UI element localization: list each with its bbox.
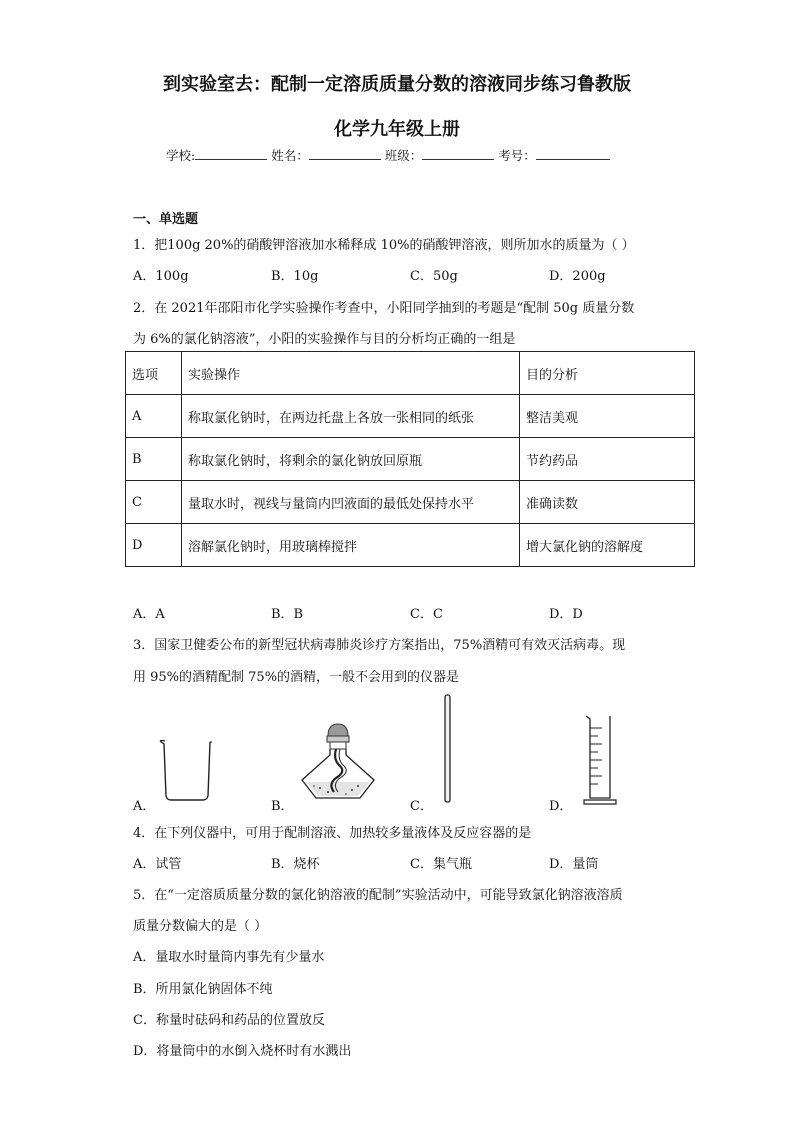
section-heading: 一、单选题 <box>133 212 199 227</box>
q2-option-a[interactable]: A．A <box>133 607 165 622</box>
q5-stem-line1: 5．在“一定溶质质量分数的氯化钠溶液的配制”实验活动中，可能导致氯化钠溶液溶质 <box>133 888 623 903</box>
q2-option-c[interactable]: C．C <box>410 607 443 622</box>
q3-option-a[interactable]: A． <box>133 799 156 814</box>
q1-option-a[interactable]: A．100g <box>133 269 189 284</box>
q3-option-c[interactable]: C． <box>410 799 433 814</box>
q4-option-c[interactable]: C．集气瓶 <box>410 857 472 872</box>
q5-option-a[interactable]: A．量取水时量筒内事先有少量水 <box>133 950 325 965</box>
class-blank[interactable] <box>422 147 494 160</box>
q4-option-b[interactable]: B．烧杯 <box>271 857 320 872</box>
graduated-cylinder-icon <box>580 714 620 806</box>
table-cell: 整洁美观 <box>520 395 695 438</box>
page-title-line2: 化学九年级上册 <box>334 119 460 140</box>
alcohol-lamp-icon <box>300 722 376 802</box>
table-cell: 节约药品 <box>520 438 695 481</box>
q3-stem-line1: 3．国家卫健委公布的新型冠状病毒肺炎诊疗方案指出，75%酒精可有效灭活病毒。现 <box>133 638 626 653</box>
table-row <box>126 395 695 438</box>
q1-stem: 1．把100g 20%的硝酸钾溶液加水稀释成 10%的硝酸钾溶液，则所加水的质量为（ ） <box>133 238 635 253</box>
q1-option-b[interactable]: B．10g <box>271 269 319 284</box>
table-cell: 准确读数 <box>520 481 695 524</box>
table-header-cell: 选项 <box>126 352 182 395</box>
q4-option-a[interactable]: A．试管 <box>133 857 182 872</box>
table-cell: D <box>126 524 182 567</box>
q1-option-d[interactable]: D．200g <box>549 269 606 284</box>
school-label: 学校: <box>166 148 196 163</box>
q2-option-d[interactable]: D．D <box>549 607 583 622</box>
q2-option-b[interactable]: B．B <box>271 607 304 622</box>
table-cell: C <box>126 481 182 524</box>
q2-stem-line1: 2．在 2021年邵阳市化学实验操作考查中，小阳同学抽到的考题是“配制 50g 质量分数 <box>133 301 635 316</box>
beaker-icon <box>158 738 216 802</box>
name-blank[interactable] <box>309 147 381 160</box>
table-cell: 溶解氯化钠时，用玻璃棒搅拌 <box>182 524 520 567</box>
table-row <box>126 438 695 481</box>
q3-option-d[interactable]: D． <box>549 799 573 814</box>
table-cell: 增大氯化钠的溶解度 <box>520 524 695 567</box>
student-info-line <box>166 146 610 164</box>
q2-stem-line2: 为 6%的氯化钠溶液”，小阳的实验操作与目的分析均正确的一组是 <box>133 332 516 347</box>
q5-option-b[interactable]: B．所用氯化钠固体不纯 <box>133 982 273 997</box>
school-blank[interactable] <box>195 147 267 160</box>
table-header-cell: 实验操作 <box>182 352 520 395</box>
table-row <box>126 481 695 524</box>
q5-option-c[interactable]: C．称量时砝码和药品的位置放反 <box>133 1013 325 1028</box>
q3-option-b[interactable]: B． <box>271 799 294 814</box>
name-label: 姓名： <box>271 148 309 163</box>
table-row <box>126 524 695 567</box>
page-title-line1: 到实验室去：配制一定溶质质量分数的溶液同步练习鲁教版 <box>163 74 631 95</box>
q5-option-d[interactable]: D．将量筒中的水倒入烧杯时有水溅出 <box>133 1044 352 1059</box>
q2-table <box>125 351 695 567</box>
glass-rod-icon <box>443 694 453 804</box>
class-label: 班级： <box>384 148 423 163</box>
table-cell: 称取氯化钠时，在两边托盘上各放一张相同的纸张 <box>182 395 520 438</box>
q5-stem-line2: 质量分数偏大的是（ ） <box>133 919 268 934</box>
table-cell: B <box>126 438 182 481</box>
number-blank[interactable] <box>536 147 610 160</box>
table-cell: A <box>126 395 182 438</box>
table-header-cell: 目的分析 <box>520 352 695 395</box>
table-cell: 称取氯化钠时，将剩余的氯化钠放回原瓶 <box>182 438 520 481</box>
table-cell: 量取水时，视线与量筒内凹液面的最低处保持水平 <box>182 481 520 524</box>
number-label: 考号： <box>498 148 536 163</box>
q4-stem: 4．在下列仪器中，可用于配制溶液、加热较多量液体及反应容器的是 <box>133 826 532 841</box>
table-header-row <box>126 352 695 395</box>
q4-option-d[interactable]: D．量筒 <box>549 857 599 872</box>
q3-stem-line2: 用 95%的酒精配制 75%的酒精，一般不会用到的仪器是 <box>133 670 460 685</box>
q1-option-c[interactable]: C．50g <box>410 269 458 284</box>
